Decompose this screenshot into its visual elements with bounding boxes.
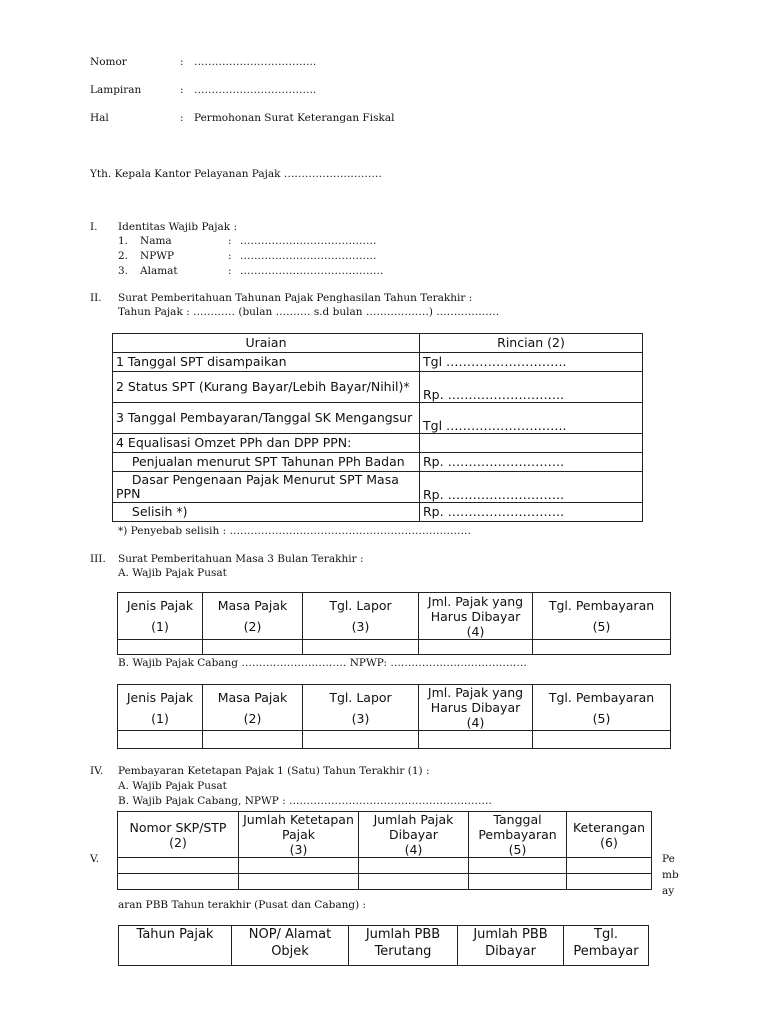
column-header <box>419 593 533 640</box>
column-header <box>303 685 419 731</box>
table-row <box>113 453 643 472</box>
table-cell: Tgl ……………………….. <box>420 353 643 372</box>
column-header-label: Tgl. Lapor <box>329 689 392 705</box>
wp-cabang-label: B. Wajib Pajak Cabang ………………………… NPWP: ………………………………… <box>118 657 527 669</box>
column-header <box>469 812 567 858</box>
lampiran-colon: : <box>180 84 184 96</box>
table-row <box>113 353 643 372</box>
table-cell: Rp. ………………………. <box>420 453 643 472</box>
table-cell: 3 Tanggal Pembayaran/Tanggal SK Mengangsur <box>113 403 420 434</box>
table-header-row <box>118 685 671 731</box>
lampiran-dots: …………………………….. <box>194 84 317 96</box>
side-fragment: ay <box>662 885 675 897</box>
item-number: 2. <box>118 250 129 262</box>
column-header <box>239 812 359 858</box>
column-header <box>533 685 671 731</box>
column-header: Rincian (2) <box>420 334 643 353</box>
column-header <box>118 593 203 640</box>
column-header: NOP/ Alamat Objek <box>232 926 349 966</box>
column-header <box>118 812 239 858</box>
table-cell: 4 Equalisasi Omzet PPh dan DPP PPN: <box>113 434 420 453</box>
field-dots-npwp: ………………………………… <box>240 250 377 262</box>
hal-value: Permohonan Surat Keterangan Fiskal <box>194 112 395 124</box>
table-header-row <box>118 812 652 858</box>
column-header: Uraian <box>113 334 420 353</box>
column-number: (2) <box>243 619 262 634</box>
column-number: (5) <box>508 842 527 857</box>
addressee: Yth. Kepala Kantor Pelayanan Pajak ………………………. <box>90 168 382 180</box>
column-header-label: Keterangan <box>572 819 646 835</box>
column-number: (6) <box>600 834 618 850</box>
column-header-label: Jenis Pajak <box>126 689 194 705</box>
column-header-label: Jenis Pajak <box>126 598 194 613</box>
wp-cabang-npwp-label: B. Wajib Pajak Cabang, NPWP : …………………………………………………. <box>118 795 492 807</box>
section2-num: II. <box>90 292 102 304</box>
spt-masa-cabang-table <box>117 684 671 749</box>
table-cell: Rp. ………………………. <box>420 372 643 403</box>
column-header-label: Tgl. Pembayaran <box>548 689 655 705</box>
column-number: (2) <box>243 710 262 726</box>
nomor-dots: …………………………….. <box>194 56 317 68</box>
section5-title: aran PBB Tahun terakhir (Pusat dan Cabang) : <box>118 899 367 911</box>
field-dots-alamat: ………………………………….. <box>240 265 384 277</box>
column-header: Jumlah PBB Dibayar <box>458 926 564 966</box>
column-number: (4) <box>404 842 423 857</box>
field-label-npwp: NPWP <box>140 250 175 262</box>
column-number: (3) <box>289 842 308 857</box>
column-number: (1) <box>151 710 169 726</box>
column-header-label: Masa Pajak <box>217 689 288 705</box>
column-header-label: Tgl. Lapor <box>329 598 392 613</box>
section2-title: Surat Pemberitahuan Tahunan Pajak Penghasilan Tahun Terakhir : <box>118 292 473 304</box>
column-header-label: Nomor SKP/STP <box>129 819 227 835</box>
wp-pusat-label: A. Wajib Pajak Pusat <box>118 780 227 792</box>
table-header-row <box>113 334 643 353</box>
column-header <box>203 593 303 640</box>
column-header: Tahun Pajak <box>119 926 232 966</box>
hal-colon: : <box>180 112 184 124</box>
field-dots-nama: ………………………………… <box>240 235 377 247</box>
column-header-label: Jumlah Pajak Dibayar <box>373 812 454 842</box>
field-colon: : <box>228 250 232 262</box>
column-header: Jumlah PBB Terutang <box>349 926 458 966</box>
table-row <box>118 731 671 749</box>
section1-num: I. <box>90 221 98 233</box>
spt-masa-pusat-table <box>117 592 671 655</box>
section3-num: III. <box>90 553 106 565</box>
table-row <box>118 874 652 890</box>
pbb-table <box>118 925 649 966</box>
column-header <box>533 593 671 640</box>
spt-tahunan-table <box>112 333 643 522</box>
column-number: (3) <box>351 710 370 726</box>
section1-title: Identitas Wajib Pajak : <box>118 221 238 233</box>
column-header <box>359 812 469 858</box>
column-number: (4) <box>466 623 485 639</box>
table-row <box>113 503 643 522</box>
field-label-alamat: Alamat <box>140 265 178 277</box>
column-header-label: Jumlah Ketetapan Pajak <box>243 812 354 842</box>
section4-title: Pembayaran Ketetapan Pajak 1 (Satu) Tahun Terakhir (1) : <box>118 765 430 777</box>
table-header-row <box>119 926 649 966</box>
table-cell: Selisih *) <box>113 503 420 522</box>
section2-subtitle: Tahun Pajak : ………… (bulan ………. s.d bulan ………………) ……………… <box>118 306 500 318</box>
table-cell: Dasar Pengenaan Pajak Menurut SPT Masa PPN <box>113 472 420 503</box>
table-cell: 1 Tanggal SPT disampaikan <box>113 353 420 372</box>
table-header-row <box>118 593 671 640</box>
column-number: (1) <box>151 619 169 634</box>
column-header: Tgl. Pembayar <box>564 926 649 966</box>
table-row <box>113 434 643 453</box>
column-header <box>419 685 533 731</box>
table-row <box>113 403 643 434</box>
column-number: (4) <box>466 715 485 730</box>
column-header <box>118 685 203 731</box>
table-cell: Rp. ………………………. <box>420 472 643 503</box>
field-label-nama: Nama <box>140 235 172 247</box>
side-fragment: mb <box>662 869 679 881</box>
table-cell: Tgl ……………………….. <box>420 403 643 434</box>
table-row <box>118 640 671 655</box>
nomor-label: Nomor <box>90 56 127 68</box>
section3-title: Surat Pemberitahuan Masa 3 Bulan Terakhir : <box>118 553 364 565</box>
column-header <box>303 593 419 640</box>
table-cell: Penjualan menurut SPT Tahunan PPh Badan <box>113 453 420 472</box>
wp-pusat-label: A. Wajib Pajak Pusat <box>118 567 227 579</box>
ketetapan-pajak-table <box>117 811 652 890</box>
field-colon: : <box>228 265 232 277</box>
lampiran-label: Lampiran <box>90 84 142 96</box>
field-colon: : <box>228 235 232 247</box>
table-cell: 2 Status SPT (Kurang Bayar/Lebih Bayar/Nihil)* <box>113 372 420 403</box>
table-row <box>118 858 652 874</box>
selisih-note: *) Penyebab selisih : …………………………………………………………… <box>118 525 471 537</box>
table-row <box>113 372 643 403</box>
column-header-label: Tanggal Pembayaran <box>478 812 557 842</box>
nomor-colon: : <box>180 56 184 68</box>
column-header-label: Jml. Pajak yang Harus Dibayar <box>427 593 524 624</box>
table-cell: Rp. ………………………. <box>420 503 643 522</box>
hal-label: Hal <box>90 112 109 124</box>
column-number: (3) <box>351 619 370 634</box>
column-number: (5) <box>592 619 611 634</box>
column-header <box>567 812 652 858</box>
item-number: 3. <box>118 265 129 277</box>
column-header-label: Tgl. Pembayaran <box>548 598 655 613</box>
section4-num: IV. <box>90 765 104 777</box>
column-header-label: Jml. Pajak yang Harus Dibayar <box>427 685 524 715</box>
column-header <box>203 685 303 731</box>
column-number: (2) <box>169 834 187 850</box>
column-header-label: Masa Pajak <box>217 598 288 613</box>
item-number: 1. <box>118 235 129 247</box>
table-cell <box>420 434 643 453</box>
table-row <box>113 472 643 503</box>
side-fragment: Pe <box>662 853 675 865</box>
column-number: (5) <box>592 710 611 726</box>
section5-num: V. <box>90 853 100 865</box>
